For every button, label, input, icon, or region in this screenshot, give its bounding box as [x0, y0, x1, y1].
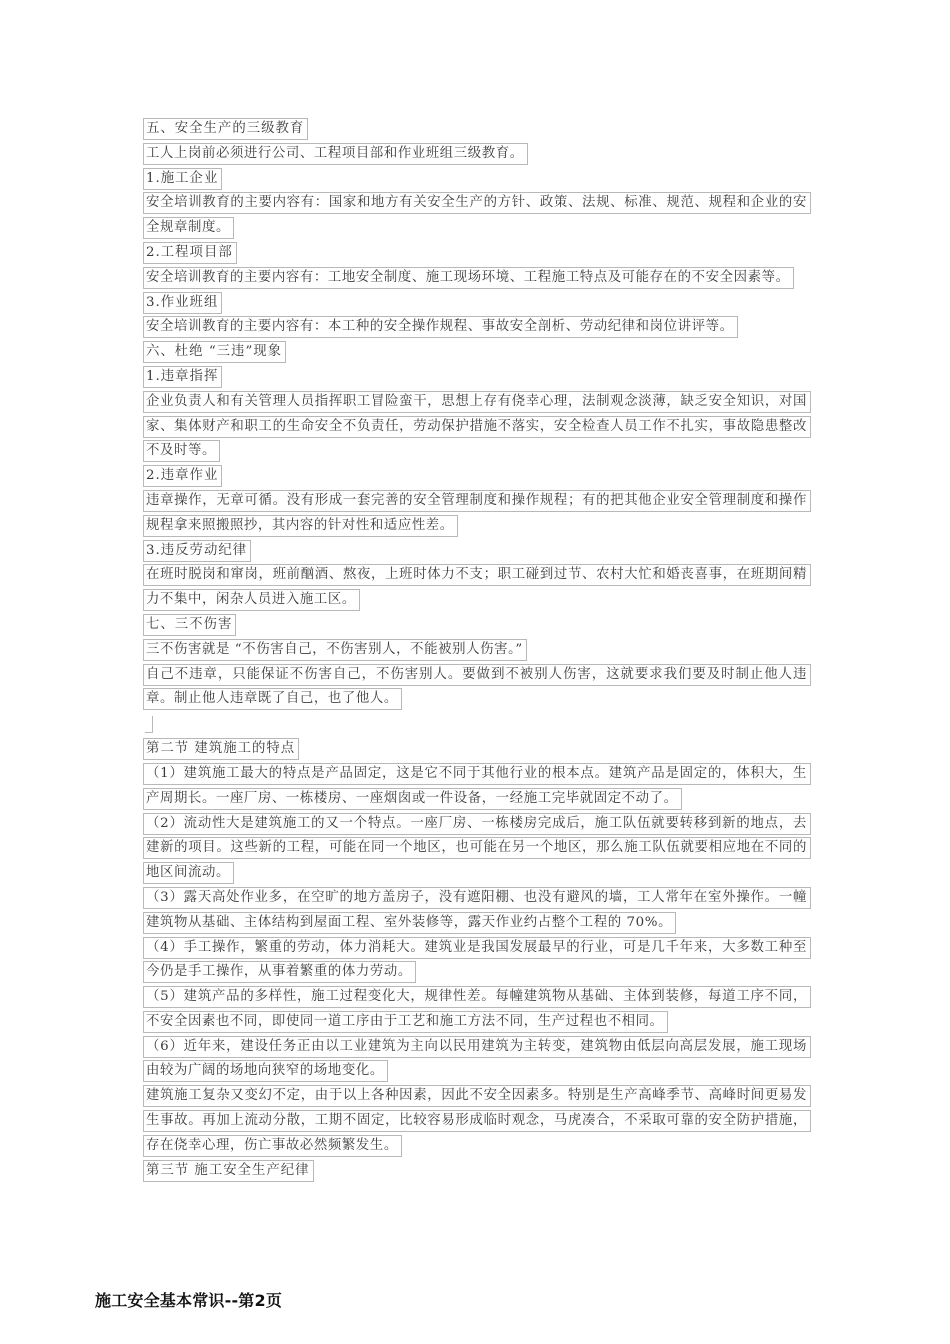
body-paragraph: [143, 762, 811, 812]
body-paragraph: [143, 812, 811, 886]
paragraph-text: （1）建筑施工最大的特点是产品固定，这是它不同于其他行业的根本点。建筑产品是固定的，体积大，生产周期长。一座厂房、一栋楼房、一座烟囱或一件设备，一经施工完毕就固定不动了。: [143, 763, 811, 810]
paragraph-text: 2.工程项目部: [143, 242, 237, 264]
paragraph-text: 2.违章作业: [143, 465, 222, 487]
paragraph-text: 安全培训教育的主要内容有：工地安全制度、施工现场环境、工程施工特点及可能存在的不安全因素等。: [143, 267, 794, 289]
paragraph-text: 工人上岗前必须进行公司、工程项目部和作业班组三级教育。: [143, 143, 528, 165]
page-footer: 施工安全基本常识--第2页: [95, 1291, 283, 1310]
paragraph-text: （6）近年来，建设任务正由以工业建筑为主向以民用建筑为主转变，建筑物由低层向高层发展，施工现场由较为广阔的场地向狭窄的场地变化。: [143, 1036, 811, 1083]
paragraph-text: （3）露天高处作业多，在空旷的地方盖房子，没有遮阳棚、也没有避风的墙，工人常年在室外操作。一幢建筑物从基础、主体结构到屋面工程、室外装修等，露天作业约占整个工程的 70%。: [143, 887, 811, 934]
section-heading: [143, 340, 811, 365]
body-paragraph: [143, 1035, 811, 1085]
paragraph-text: 3.作业班组: [143, 292, 222, 314]
body-paragraph: [143, 886, 811, 936]
paragraph-text: （4）手工操作，繁重的劳动，体力消耗大。建筑业是我国发展最早的行业，可是几千年来，大多数工种至今仍是手工操作，从事着繁重的体力劳动。: [143, 937, 811, 984]
paragraph-text: 六、杜绝 “三违”现象: [143, 341, 286, 363]
paragraph-text: 1.施工企业: [143, 168, 222, 190]
section-heading: [143, 241, 811, 266]
section-heading: [143, 117, 811, 142]
paragraph-text: 第三节 施工安全生产纪律: [143, 1160, 314, 1182]
section-heading: [143, 464, 811, 489]
paragraph-text: 安全培训教育的主要内容有：本工种的安全操作规程、事故安全剖析、劳动纪律和岗位讲评等。: [143, 316, 738, 338]
section-heading: [143, 167, 811, 192]
body-paragraph: [143, 638, 811, 663]
body-paragraph: [143, 191, 811, 241]
body-paragraph: [143, 563, 811, 613]
paragraph-text: 企业负责人和有关管理人员指挥职工冒险蛮干，思想上存有侥幸心理，法制观念淡薄，缺乏安全知识，对国家、集体财产和职工的生命安全不负责任，劳动保护措施不落实，安全检查人员工作不扎实，事故隐患整改不及时等。: [143, 391, 811, 463]
body-paragraph: [143, 266, 811, 291]
paragraph-text: 五、安全生产的三级教育: [143, 118, 308, 140]
paragraph-text: 安全培训教育的主要内容有：国家和地方有关安全生产的方针、政策、法规、标准、规范、规程和企业的安全规章制度。: [143, 192, 811, 239]
body-paragraph: [143, 142, 811, 167]
paragraph-text: 3.违反劳动纪律: [143, 540, 251, 562]
body-paragraph: [143, 663, 811, 713]
paragraph-text: 自己不违章，只能保证不伤害自己，不伤害别人。要做到不被别人伤害，这就要求我们要及时制止他人违章。制止他人违章既了自己，也了他人。: [143, 664, 811, 711]
body-paragraph: [143, 489, 811, 539]
paragraph-text: 七、三不伤害: [143, 614, 236, 636]
paragraph-text: 三不伤害就是 “不伤害自己，不伤害别人，不能被别人伤害。”: [143, 639, 527, 661]
paragraph-text: （5）建筑产品的多样性，施工过程变化大，规律性差。每幢建筑物从基础、主体到装修，每道工序不同，不安全因素也不同，即使同一道工序由于工艺和施工方法不同，生产过程也不相同。: [143, 986, 811, 1033]
section-heading: [143, 613, 811, 638]
paragraph-text: 第二节 建筑施工的特点: [143, 738, 299, 760]
empty-paragraph-mark: [145, 716, 153, 733]
document-body: [143, 117, 811, 1183]
section-heading: [143, 365, 811, 390]
paragraph-text: 1.违章指挥: [143, 366, 222, 388]
paragraph-text: （2）流动性大是建筑施工的又一个特点。一座厂房、一栋楼房完成后，施工队伍就要转移到新的地点，去建新的项目。这些新的工程，可能在同一个地区，也可能在另一个地区，那么施工队伍就要相应地在不同的地区间流动。: [143, 813, 811, 885]
body-paragraph: [143, 985, 811, 1035]
paragraph-text: 在班时脱岗和窜岗，班前酗酒、熬夜，上班时体力不支；职工碰到过节、农村大忙和婚丧喜事，在班期间精力不集中，闲杂人员进入施工区。: [143, 564, 811, 611]
section-heading: [143, 539, 811, 564]
body-paragraph: [143, 1084, 811, 1158]
section-heading: [143, 291, 811, 316]
paragraph-text: 建筑施工复杂又变幻不定，由于以上各种因素，因此不安全因素多。特别是生产高峰季节、高峰时间更易发生事故。再加上流动分散，工期不固定，比较容易形成临时观念，马虎凑合，不采取可靠的安全防护措施，存在侥幸心理，伤亡事故必然频繁发生。: [143, 1085, 811, 1157]
body-paragraph: [143, 390, 811, 464]
body-paragraph: [143, 936, 811, 986]
section-heading: [143, 1159, 811, 1184]
section-heading: [143, 737, 811, 762]
paragraph-text: 违章操作，无章可循。没有形成一套完善的安全管理制度和操作规程；有的把其他企业安全管理制度和操作规程拿来照搬照抄，其内容的针对性和适应性差。: [143, 490, 811, 537]
body-paragraph: [143, 315, 811, 340]
